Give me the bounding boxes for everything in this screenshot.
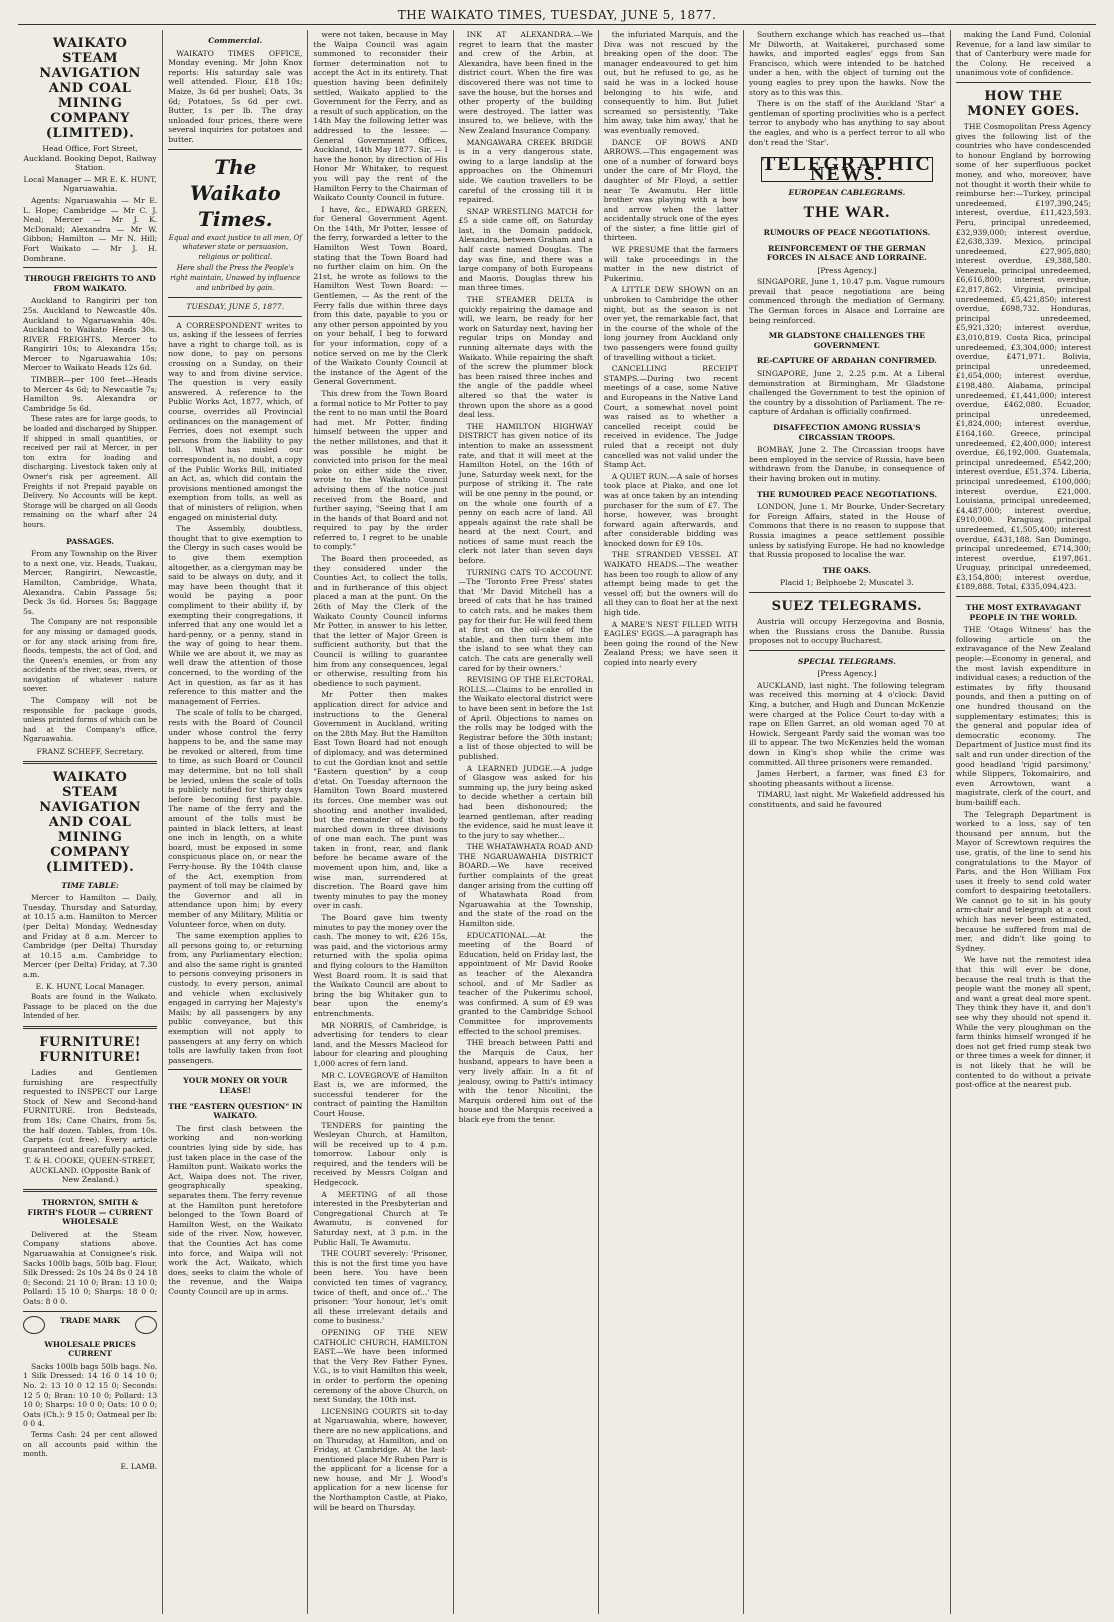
divider: [749, 592, 945, 593]
telegram-text: Austria will occupy Herzegovina and Bosnia, when the Russians cross the Danube. Russia proposes not to occupy Bucharest.: [748, 616, 945, 646]
divider: [168, 297, 302, 298]
trade-mark-icon: [23, 1316, 45, 1334]
wholesale-prices: Sacks 100lb bags 50lb bags. No. 1 Silk Dressed: 14 16 0 14 10 0; No. 2: 13 10 0 12 15 0; Seconds: 12 5 0; Bran: 10 10 0; Pollard: 13 10 0; Sharps: 10 0 0; Oats: 10 0 0; Oats (Ch.): 9 15 0; Oatmeal per lb: 0 0 4.: [23, 1361, 158, 1429]
divider: [749, 650, 945, 651]
column-2: [163, 30, 308, 1614]
divider: [956, 82, 1091, 83]
freight-notice: These rates are for large goods, to be loaded and discharged by Shipper. If shipped in small quantities, or received per rail at Mercer, in per ton extra for loading and discharging. Livestock taken only at Owner's risk per agreement. All Freights if not Prepaid payable on Delivery. No Accounts will be kept. Storage will be charged on all Goods remaining on the wharf after 24 hours.: [23, 415, 158, 529]
news-item: MR C. LOVEGROVE of Hamilton East is, we are informed, the successful tenderer for the contract of painting the Hamilton Court House.: [313, 1070, 448, 1118]
news-item: TENDERS for painting the Wesleyan Church, at Hamilton, will be received up to 4 p.m. tomorrow. Labour only is required, and the tenders will be received by Messrs Colgan and Hedgecock.: [313, 1120, 448, 1188]
extravagant-heading: THE MOST EXTRAVAGANT PEOPLE IN THE WORLD.: [965, 603, 1081, 622]
peace-rumours-heading: RUMOURS OF PEACE NEGOTIATIONS.: [763, 227, 931, 237]
thornton-heading: THORNTON, SMITH & FIRTH'S FLOUR — CURRENT WHOLESALE: [27, 1198, 153, 1227]
news-item: WE PRESUME that the farmers will take proceedings in the matter in the new district of Pukerimu.: [603, 245, 738, 283]
editorial-paragraph: The Assembly, doubtless, thought that to give exemption to the Clergy in such cases would be to give them exemption altogether, as a clergyman may be said to be always on duty, and it may have been thought that it would be paying a poor compliment to their ability if, by exempting their congregations, it inferred that any one would let a hard-penny, or a penny, stand in the way of going to hear them. While we are about it, we may as well draw the attention of those concerned, to the wording of the Act in question, as far as it has reference to this matter and the management of Ferries.: [168, 524, 303, 706]
news-item: EDUCATIONAL.—At the meeting of the Board of Education, held on Friday last, the appointment of Mr David Rooke as teacher of the Alexandra school, and of Mr Sadler as teacher of the Pukerimu school, was confirmed. A sum of £9 was granted to the Cambridge School Committee for improvements effected to the school premises.: [458, 930, 593, 1036]
news-item: MANGAWARA CREEK BRIDGE is in a very dangerous state, owing to a large landslip at the approaches on the Ohinemuri side. We caution travellers to be careful of the crossing till it is repaired.: [458, 137, 593, 205]
news-item: INK AT ALEXANDRA.—We regret to learn that the master and crew of the Arbin, at Alexandra, have been fined in the district court. When the fire was discovered there was not time to save the house, but the horses and other property of the building were destroyed. The latter was insured to, we believe, with the New Zealand Insurance Company.: [458, 30, 593, 135]
disaffection-heading: DISAFFECTION AMONG RUSSIA'S CIRCASSIAN TROOPS.: [773, 423, 921, 442]
news-item: DANCE OF BOWS AND ARROWS.—This engagement was one of a number of forward boys under the care of Mr Floyd, the daughter of Mr Floyd, a settler near Te Awamutu. Her little brother was playing with a bow and arrow when the latter accidentally struck one of the eyes of the sister, a fine little girl of thirteen.: [603, 137, 738, 243]
oaks-results: Placid 1; Belphoebe 2; Muscatel 3.: [780, 578, 914, 588]
press-agency-label: [Press Agency.]: [817, 669, 877, 679]
oaks-heading: THE OAKS.: [822, 565, 871, 575]
money-goes-text: THE Cosmopolitan Press Agency gives the following list of the countries who have condescended to honour England by borrowing some of her superfluous pocket money, and who, moreover, have not thought it worth their while to reimburse her:—Turkey, principal unredeemed, £197,390,245; interest, overdue, £11,423,593. Peru, principal unredeemed, £32,939,000; interest overdue, £2,638,339. Mexico, principal unredeemed, £27,905,880; interest overdue, £9,388,580. Venezuela, principal unredeemed, £6,616,800; interest overdue, £2,817,862. Virginia, principal unredeemed, £5,421,850; interest overdue, £698,732. Honduras, principal unredeemed, £5,921,320; interest overdue, £3,010,819. Costa Rica, principal unredeemed, £3,304,000; interest overdue, £471,971. Bolivia, principal unredeemed, £1,654,000; interest overdue, £198,480. Alabama, principal unredeemed, £1,441,000; interest overdue, £462,080. Ecuador, principal unredeemed, £1,824,000; interest overdue, £164,160. Greece, principal unredeemed, £2,400,000; interest overdue, £6,192,000. Guatemala, principal unredeemed, £542,200; interest overdue, £51,374. Liberia, principal unredeemed, £100,000; interest overdue, £21,000. Louisiana, principal unredeemed, £4,487,000; interest overdue, £910,000. Paraguay, principal unredeemed, £1,505,400; interest overdue, £431,188. San Domingo, principal unredeemed, £714,300; interest overdue, £197,861. Uruguay, principal unredeemed, £3,154,800; interest overdue, £189,888. Total, £335,094,423.: [955, 121, 1091, 592]
freight-heading: THROUGH FREIGHTS TO AND FROM WAIKATO.: [24, 274, 156, 293]
ardahan-heading: RE-CAPTURE OF ARDAHAN CONFIRMED.: [756, 356, 937, 366]
column-3: [308, 30, 453, 1614]
news-item: CANCELLING RECEIPT STAMPS.—During two recent meetings of a case, some Native and Europeans in the Native Land Court, a somewhat novel point was raised as to whether a cancelled receipt could be received in evidence. The Judge ruled that a receipt not duly cancelled was not valid under the Stamp Act.: [603, 364, 738, 470]
divider: [23, 1026, 157, 1029]
telegram-text: James Herbert, a farmer, was fined £3 for shooting pheasants without a license.: [748, 769, 945, 788]
telegram-text: BOMBAY, June 2. The Circassian troops have been employed in the service of Russia, have been withdrawn from the Danube, in consequence of their having broken out in mutiny.: [748, 445, 945, 483]
column-1: [18, 30, 163, 1614]
wholesale-heading: WHOLESALE PRICES CURRENT: [44, 1339, 136, 1359]
column-4: [454, 30, 599, 1614]
money-lease-heading: YOUR MONEY OR YOUR LEASE!: [183, 1076, 288, 1095]
passages-heading: PASSAGES.: [66, 536, 115, 546]
steam-nav-office: Head Office, Fort Street, Auckland. Booking Depot, Railway Station.: [23, 144, 157, 173]
lamb-signature: E. LAMB.: [120, 1461, 158, 1471]
divider: [23, 1311, 157, 1312]
extravagant-text: THE 'Otago Witness' has the following article on the extravagance of the New Zealand people:—Economy in general, and the most lavish expenditure in individual cases; a reduction of the estimates by fifty thousand pounds, and then a putting on of one hundred thousand on the supplementary estimates; this is the general and popular idea of democratic economy. The Department of Justice must find its salt and run under direction of the good headland 'rigid parsimony,' while Slippers, Tokomairiro, and even Arrowtown, want a magistrate, clerk of the court, and bum-bailiff each.: [955, 625, 1091, 807]
eastern-question-heading: THE "EASTERN QUESTION" IN WAIKATO.: [168, 1101, 303, 1121]
news-item: Southern exchange which has reached us—that Mr Dilworth, at Waitakerei, purchased some hawks, and imported eagles' eggs from San Francisco, which were intended to be hatched under a hen, with the object of turning out the young eagles to prey upon the hawks. Now the story as to this was this.: [748, 30, 945, 97]
telegram-text: TIMARU, last night. Mr Wakefield addressed his constituents, and said he favoured: [748, 790, 945, 809]
news-item: A MEETING of all those interested in the Presbyterian and Congregational Church at Te Awamutu, is convened for Saturday next, at 3 p.m. in the Public Hall, Te Awamutu.: [313, 1189, 448, 1247]
extravagant-text: The Telegraph Department is worked to a loss, say of ten thousand per annum, but the Mayor of Screwtown requires the use, gratis, of the line to send his congratulations to the Mayor of Paris, and the Hon William Fox uses it freely to send cold water comfort to despairing teetotallers. We cannot go to sit in his gouty arm-chair and telegraph at a cost which has never been estimated, because he suffered from mal de mer, and didn't like going to Sydney.: [955, 809, 1091, 953]
liability-text: The Company are not responsible for any missing or damaged goods, or for any stock arising from fire, floods, tempests, the act of God, and the Queen's enemies, or from any accidents of the river, seas, rivers, or navigation of whatever nature soever.: [23, 618, 158, 694]
timber-rates: TIMBER—per 100 feet—Heads to Mercer 4s 6d; to Newcastle 7s; Hamilton 9s. Alexandra or Cambridge 5s 6d.: [23, 375, 158, 413]
divider: [168, 316, 302, 317]
trade-mark-label: TRADE MARK: [60, 1315, 121, 1325]
extravagant-text: We have not the remotest idea that this will ever be done, because the real truth is that the people want the money all spent, and want a great deal more spent. They think they have it, and don't see why they should not spend it. While the very ploughman on the farm thinks himself wronged if he does not get fried rump steak two or three times a week for dinner, it is not likely that he will be contented to do without a private post-office at the nearest pub.: [955, 955, 1091, 1090]
motto: Equal and exact justice to all men, Of whatever state or persuasion, religious or political.: [168, 233, 302, 261]
news-item: A LITTLE DEW SHOWN on an unbroken to Cambridge the other night, but as the season is not over yet, the remarkable fact, that in the course of the whole of the long journey from Auckland only two passengers were found guilty of travelling without a ticket.: [603, 285, 738, 362]
steam-nav-agents: Agents: Ngaruawahia — Mr E. L. Hope; Cambridge — Mr C. J. Neal; Mercer — Mr J. K. McDonald; Alexandra — Mr W. Gibbon; Hamilton — Mr N. Hill; Fort Waikato — Mr J. H. Dombrane.: [23, 195, 158, 263]
article-paragraph: were not taken, because in May the Waipa Council was again summoned to reconsider their former determination not to accept the Act in its entirety. That question having been definitely settled, Waikato applied to the Government for the Ferry, and as a result of such application, on the 14th May the following letter was addressed to the lessee: — General Government Offices, Auckland, 14th May 1877. Sir, — I have the honor, by direction of His Honor Mr Whitaker, to request you will pay the rent of the Hamilton Ferry to the Chairman of Waikato County Council in future.: [313, 30, 448, 203]
masthead: [18, 6, 1096, 25]
divider: [168, 1069, 302, 1070]
column-6: [744, 30, 951, 1614]
issue-date: TUESDAY, JUNE 5, 1877.: [186, 302, 285, 312]
suez-heading: SUEZ TELEGRAMS.: [771, 598, 923, 614]
furniture-text: Ladies and Gentlemen furnishing are respectfully requested to INSPECT our Large Stock of New and Second-hand FURNITURE. Iron Bedsteads, from 18s; Cane Chairs, from 5s, the half dozen. Tables, from 10s. Carpets (cut free). Every article guaranteed and carefully packed.: [23, 1067, 158, 1154]
trade-mark-row: [23, 1316, 157, 1334]
news-item: REVISING OF THE ELECTORAL ROLLS.—Claims to be enrolled in the Waikato electoral district were to have been sent in before the 1st of April. Objections to names on the rolls may be lodged with the Registrar before the 30th instant; a list of those objected to will be published.: [458, 675, 593, 761]
news-item: SNAP WRESTLING MATCH for £5 a side came off, on Saturday last, in the Domain paddock, Alexandra, between Graham and a half caste named Douglas. The day was fine, and there was a large company of both Europeans and Maoris. Douglas threw his man three times.: [458, 206, 593, 293]
divider: [23, 267, 157, 268]
divider: [23, 1189, 157, 1192]
telegram-text: SINGAPORE, June 2, 2.25 p.m. At a Liberal demonstration at Birmingham, Mr Gladstone challenged the Government to test the opinion of the country by a dissolution of Parliament. The re-capture of Ardahan is officially confirmed.: [748, 369, 945, 417]
news-item: LICENSING COURTS sit to-day at Ngaruawahia, where, however, there are no new applications, and on Thursday, at Hamilton, and on Friday, at Cambridge. At the last-mentioned place Mr Ruben Parr is the applicant for a license for a new house, and Mr J. Wood's application for a new license for the Northampton Castle, at Piako, will be heard on Thursday.: [313, 1406, 448, 1512]
article-paragraph: I have, &c., EDWARD GREEN, for General Government Agent. On the 14th, Mr Potter, lessee of the ferry, forwarded a letter to the Hamilton West Town Board, stating that the Town Board had no further claim on him. On the 21st, he wrote as follows to the Hamilton West Town Board: — Gentlemen, — As the rent of the Ferry falls due within three days from this date, payable to you or any other person appointed by you on your behalf, I beg to forward for your information, copy of a notice served on me by the Clerk of the Waikato County Council at the instance of the Agent of the General Government.: [313, 204, 448, 387]
telegraphic-news-title: TELEGRAPHIC NEWS.: [761, 153, 932, 185]
telegram-text: AUCKLAND, last night. The following telegram was received this morning at 4 o'clock: David King, a butcher, and Hugh and Duncan McKenzie were charged at the Police Court to-day with a rape on Ellen Garret, an old woman aged 70 at Howick. Sergeant Pardy said the woman was too ill to appear. The two McKenzies held the woman down in King's shop while the crime was committed. All three prisoners were remanded.: [748, 680, 945, 767]
news-item: THE HAMILTON HIGHWAY DISTRICT has given notice of its intention to make an assessment rate, and that it will meet at the Hamilton Hotel, on the 16th of June, Saturday week next, for the purpose of striking it. The rate will be one penny in the pound, or on the whole one fourth of a penny on each acre of land. All appeals against the rate shall be heard at the next Court, and notices of same must reach the clerk not later than seven days before.: [458, 421, 593, 566]
european-cablegrams: EUROPEAN CABLEGRAMS.: [788, 188, 906, 198]
news-item: THE STEAMER DELTA is quickly repairing the damage and will, we learn, be ready for her work on Saturday next, having her regular trips on Monday and running alternate days with the Waikato. While repairing the shaft of the screw the plummer block has been raised three inches and the angle of the paddle wheel altered so that the water is thrown upon the shore as a good deal less.: [458, 295, 593, 420]
article-paragraph: The Board then proceeded, as they considered under the Counties Act, to collect the tolls, and in furtherance of this object placed a man at the punt. On the 26th of May the Clerk of the Waikato County Council informs Mr Potter, in answer to his letter, that the letter of Major Green is sufficient authority, but that the Council is willing to guarantee him from any consequences, legal or otherwise, resulting from his obedience to such payment.: [313, 554, 448, 688]
special-telegrams-heading: SPECIAL TELEGRAMS.: [797, 656, 896, 666]
manager-signature: E. K. HUNT, Local Manager.: [35, 981, 145, 991]
masthead-title: THE WAIKATO TIMES, TUESDAY, JUNE 5, 1877.: [397, 8, 717, 22]
column-5: [599, 30, 744, 1614]
news-item: the infuriated Marquis, and the Diva was not rescued by the breaking open of the door. The manager endeavoured to get him out, but he refused to go, as he said he was in a locked house belonging to his wife, and consequently to him. But Juliet screamed so persistently, 'Take him away, take him away,' that he was eventually removed.: [603, 30, 738, 135]
divider: [956, 596, 1091, 597]
telegram-text: SINGAPORE, June 1, 10.47 p.m. Vague rumours prevail that peace negotiations are being commenced through the mediation of Germany. The German forces in Alsace and Lorraine are being reinforced.: [748, 277, 945, 325]
news-item: There is on the staff of the Auckland 'Star' a gentleman of sporting proclivities who is a perfect terror to anybody who has anything to say about the eagles, and who is a perfect terror to all who don't read the 'Star'.: [748, 99, 945, 147]
steam-nav-manager: Local Manager — MR E. K. HUNT, Ngaruawahia.: [23, 174, 157, 194]
article-paragraph: The Board gave him twenty minutes to pay the money over the cash. The money to wit, £26 15s, was paid, and the victorious army returned with the spolia opima and flying colours to the Hamilton West Board room. It is said that the Waikato Council are about to bring the big Whitaker gun to bear upon the enemy's entrenchments.: [313, 913, 448, 1018]
news-item: OPENING OF THE NEW CATHOLIC CHURCH, HAMILTON EAST.—We have been informed that the Very Rev Father Fynes, V.G., is to visit Hamilton this week, in order to perform the opening ceremony of the above Church, on next Sunday, the 10th inst.: [313, 1327, 448, 1405]
columns: [18, 30, 1096, 1614]
news-item: TURNING CATS TO ACCOUNT.—The 'Toronto Free Press' states that 'Mr David Mitchell has a breed of cats that he has trained to catch rats, and he makes them pay for their fur. He will feed them at first on the oil-cake of the stable, and then turn them into the island to see what they can catch. The cats are generally well cared for by their owners.': [458, 567, 593, 673]
gladstone-heading: MR GLADSTONE CHALLENGES THE GOVERNMENT.: [768, 331, 926, 350]
money-goes-heading: HOW THE MONEY GOES.: [967, 88, 1080, 119]
motto-2: Here shall the Press the People's right maintain, Unawed by influence and unbribed by gain.: [170, 264, 301, 292]
column-7: [951, 30, 1096, 1614]
war-heading: THE WAR.: [803, 203, 891, 221]
commercial-heading: Commercial.: [208, 36, 263, 45]
cooke-address: T. & H. COOKE, QUEEN-STREET, AUCKLAND. (Opposite Bank of New Zealand.): [25, 1156, 156, 1185]
terms-text: Terms Cash: 24 per cent allowed on all accounts paid within the month.: [23, 1430, 158, 1459]
news-item: making the Land Fund, Colonial Revenue, for a land law similar to that of Canterbury were made for the Colony. He received a unanimous vote of confidence.: [955, 30, 1091, 78]
passages-text: From any Township on the River to a next one, viz. Heads, Tuakau, Mercer, Rangiriri, Newcastle, Hamilton, Cambridge, Whata, Alexandra. Cabin Passage 5s; Deck 3s 6d. Horses 5s; Baggage 5s.: [23, 549, 158, 616]
editorial-paragraph: The same exemption applies to all persons going to, or returning from, any Parliamentary election; and also the same right is granted to persons conveying prisoners in custody, to every person, animal and vehicle when exclusively engaged in carrying her Majesty's Mails; by all passengers by any public conveyance, but this exemption will not apply to passengers at any ferry on which tolls are lawfully taken from foot passengers.: [168, 931, 303, 1065]
article-paragraph: Mr Potter then makes application direct for advice and instructions to the General Government in Auckland, writing on the 28th May. But the Hamilton East Town Board had not enough of diplomacy, and was determined to cut the Gordian knot and settle "Eastern question" by a coup d'etat. On Tuesday afternoon the Hamilton Town Board mustered its forces. One member was out shooting and another invalided, but the remainder of that body marched down in three divisions of one man each. The punt was taken in front, rear, and flank before he became aware of the movement upon him, and, like a wise man, surrendered at discretion. The Board gave him twenty minutes to pay the money over in cash.: [313, 690, 448, 911]
news-item: MR NORRIS, of Cambridge, is advertising for tenders to clear land, and the Messrs Macleod for labour for clearing and ploughing 1,000 acres of fern land.: [313, 1020, 448, 1068]
steam-nav-title: WAIKATO STEAM NAVIGATION AND COAL MINING COMPANY (LIMITED).: [39, 36, 141, 141]
divider: [168, 149, 302, 150]
news-item: THE WHATAWHATA ROAD AND THE NGARUAWAHIA DISTRICT BOARD.—We have received further complaints of the great danger arising from the cutting off of Whatawhata Road from Ngaruawahia at the Township, and the state of the road on the Hamilton side.: [458, 842, 593, 929]
article-paragraph: This drew from the Town Board a formal notice to Mr Potter to pay the rent to no man until the Board had met. Mr Potter, finding himself between the upper and the nether millstones, and that it was possible he might be convicted into prison for the meal poke on either side the river, wrote to the Waikato Council advising them of the notice just received from the Board, and further saying, "Seeing that I am in the hands of that Board and not required to pay by the order referred to, I regret to be unable to comply.": [313, 388, 448, 552]
editorial-paragraph: The scale of tolls to be charged, rests with the Board of Council under whose control the ferry happens to be, and the same may be revoked or altered, from time to time, as such Board or Council may determine, but no toll shall be levied, unless the scale of tolls is publicly notified for thirty days before becoming first payable. The name of the ferry and the amount of the tolls must be painted in black letters, at least one inch in length, on a white board, must be exposed in some conspicuous place on, or near the Ferry-house. By the 104th clause of the Act, exemption from payment of toll may be claimed by the Governor and all in attendance upon him; by every member of any Military, Militia or Volunteer force, when on duty.: [168, 708, 303, 929]
paper-title: The Waikato Times.: [189, 154, 281, 231]
secretary-signature: FRANZ SCHEFF, Secretary.: [36, 747, 144, 757]
timetable-heading: TIME TABLE:: [61, 880, 119, 890]
press-agency-label: [Press Agency.]: [817, 265, 877, 275]
rumoured-peace-heading: THE RUMOURED PEACE NEGOTIATIONS.: [756, 489, 937, 499]
steam-nav-title-2: WAIKATO STEAM NAVIGATION AND COAL MINING COMPANY (LIMITED).: [39, 769, 141, 875]
news-item: THE breach between Patti and the Marquis de Caux, her husband, appears to have been a very lively affair. In a fit of jealousy, owing to Patti's intimacy with the tenor Nicolini, the Marquis ordered him out of the house and the Marquis received a black eye from the tenor.: [458, 1038, 593, 1124]
editorial-paragraph: A CORRESPONDENT writes to us, asking if the lessees of ferries have a right to charge toll, as is now done, to pay on persons crossing on a Sunday, on their way to and from divine service. The question is very easily answered. A reference to the Public Works Act, 1877, which, of course, overrides all Provincial ordinances on the management of Ferries, does not exempt such persons from the liability to pay toll. What has misled our correspondent is, no doubt, a copy of the Public Works Bill, initiated an Act, as, which did contain the provisions mentioned amongst the exemption from tolls, as well as that of ministers of religion, when engaged on ministerial duty.: [168, 320, 303, 522]
news-item: THE STRANDED VESSEL AT WAIKATO HEADS.—The weather has been too rough to allow of any attempt being made to get the vessel off; but the owners will do all they can to float her at the next high tide.: [603, 550, 738, 618]
eastern-question-text: The first clash between the working and non-working countries lying side by side, has just taken place in the case of the Hamilton punt. Waikato works the Act, Waipa does not. The river, geographically speaking, separates them. The ferry revenue at the Hamilton punt heretofore belonged to the Town Board of Hamilton West, on the Waikato side of the river. Now, however, that the Counties Act has come into force, and Waipa will not work the Act, Waikato, which does, seeks to claim the whole of the revenue, and the Waipa County Council are up in arms.: [168, 1123, 303, 1296]
news-item: A LEARNED JUDGE.—A judge of Glasgow was asked for his summing up, the jury being asked to decide whether a certain bill had been dishonoured; the learned gentleman, after reading the evidence, said he must leave it to the jury to say whether...: [458, 763, 593, 840]
boats-notice: Boats are found in the Waikato. Passage to be placed on the due Intended of her.: [23, 993, 158, 1021]
commercial-text: WAIKATO TIMES OFFICE, Monday evening. Mr John Knox reports: His saturday sale was well attended. Flour, £18 10s; Maize, 3s 6d per bushel; Oats, 3s 6d; Potatoes, 5s 6d per cwt. Butter, 1s per lb. The dray unloaded four prices, there were several inquiries for potatoes and butter.: [168, 48, 303, 144]
trade-mark-icon: [135, 1316, 157, 1334]
timetable-text: Mercer to Hamilton — Daily, Tuesday, Thursday and Saturday, at 10.15 a.m. Hamilton to Mercer (per Delta) Monday, Wednesday and Friday at 8 a.m. Mercer to Cambridge (per Delta) Thursday at 10.15 a.m. Cambridge to Mercer (per Delta) Friday, at 7.30 a.m.: [23, 893, 158, 979]
liability-text-2: The Company will not be responsible for package goods, unless printed forms of which can be had at the Company's office, Ngaruawahia.: [23, 697, 158, 744]
news-item: A QUIET RUN.—A sale of horses took place at Piako, and one lot was at once taken by an intending purchaser for the sum of £7. The horse, however, was brought forward again afterwards, and after considerable bidding was knocked down for £9 10s.: [603, 471, 738, 548]
news-item: THE COURT severely: 'Prisoner, this is not the first time you have been here. You have been convicted ten times of vagrancy, twice of theft, and once of...' The prisoner: 'Your honour, let's omit all these irrelevant details and come to business.': [313, 1249, 448, 1326]
furniture-heading: FURNITURE! FURNITURE!: [39, 1034, 141, 1065]
freight-rates: Auckland to Rangiriri per ton 25s. Auckland to Newcastle 40s. Auckland to Ngaruawahia 40s. Auckland to Waikato Heads 30s. RIVER FREIGHTS. Mercer to Rangiriri 10s; to Alexandra 15s; Mercer to Ngaruawahia 10s; Mercer to Waikato Heads 12s 6d.: [23, 296, 158, 373]
reinforcement-heading: REINFORCEMENT OF THE GERMAN FORCES IN ALSACE AND LORRAINE.: [766, 243, 927, 263]
divider: [23, 761, 157, 764]
telegram-text: LONDON, June 1. Mr Bourke, Under-Secretary for Foreign Affairs, stated in the House of Commons that there is no reason to suppose that Russia imagines a peace settlement possible unless by satisfying Europe. He had no knowledge that Russia proposed to localise the war.: [748, 502, 945, 560]
thornton-prices: Delivered at the Steam Company stations above. Ngaruawahia at Consignee's risk. Sacks 100lb bags, 50lb bag. Flour, Silk Dressed: 2s 10s 24 8s 0 24 18 0; Second: 21 10 0; Bran: 13 10 0; Pollard: 15 10 0; Sharps: 18 0 0; Oats: 8 0 0.: [23, 1229, 158, 1306]
news-item: A MARE'S NEST FILLED WITH EAGLES' EGGS.—A paragraph has been going the round of the New Zealand Press; we have seen it copied into nearly every: [603, 619, 738, 667]
